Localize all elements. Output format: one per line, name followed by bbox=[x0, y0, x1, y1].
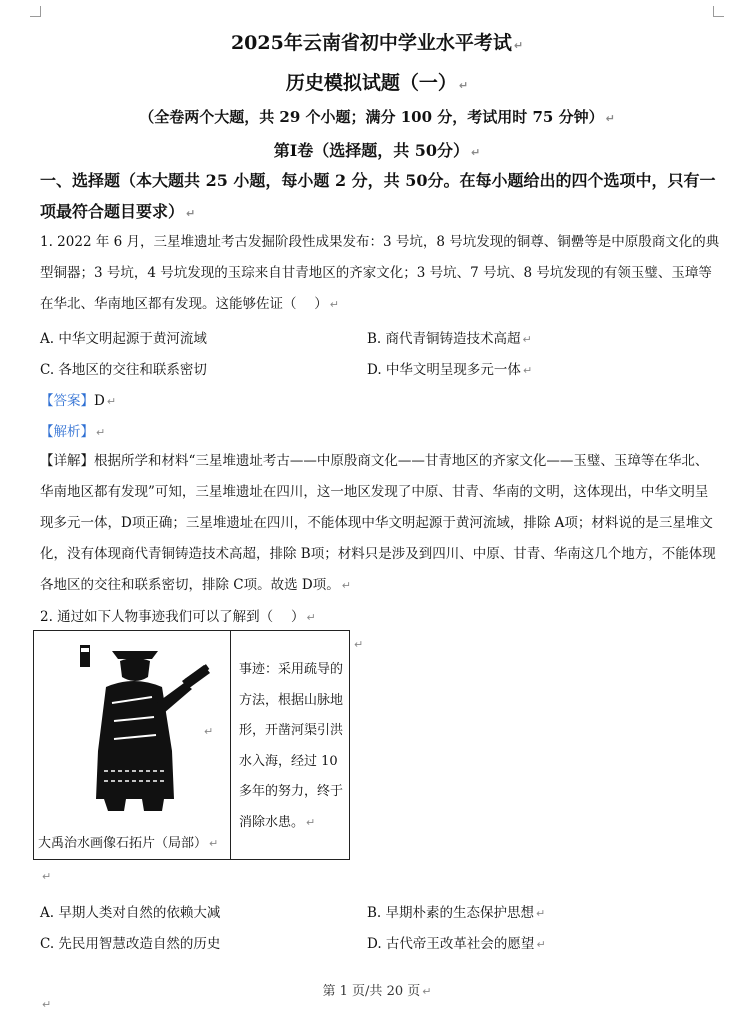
paragraph-mark-icon: ↵ bbox=[209, 837, 219, 850]
paragraph-mark-icon: ↵ bbox=[354, 638, 364, 651]
q2-option-c: C. 先民用智慧改造自然的历史 bbox=[40, 936, 221, 952]
paragraph-mark-icon: ↵ bbox=[42, 870, 52, 883]
q1-option-a: A. 中华文明起源于黄河流域 bbox=[40, 331, 207, 347]
q1-analysis-tag: 【解析】 ↵ bbox=[40, 424, 106, 440]
figure-caption: 大禹治水画像石拓片（局部） ↵ bbox=[38, 836, 219, 851]
figure-deeds-text: 事迹：采用疏导的方法，根据山脉地形，开凿河渠引洪水入海，经过 10 多年的努力，终于消除水患。 ↵ bbox=[239, 662, 344, 830]
section-title: 一、选择题（本大题共 25 小题，每小题 2 分，共 50分。在每小题给出的四个选项中，只有一项最符合题目要求） ↵ bbox=[40, 171, 716, 221]
exam-title: 2025年云南省初中学业水平考试 ↵ bbox=[230, 32, 524, 54]
q1-option-d: D. 中华文明呈现多元一体 ↵ bbox=[367, 362, 533, 378]
paragraph-mark-icon: ↵ bbox=[306, 815, 316, 829]
paragraph-mark-icon: ↵ bbox=[329, 298, 340, 311]
paragraph-mark-icon: ↵ bbox=[513, 39, 524, 52]
q2-option-a: A. 早期人类对自然的依赖大减 bbox=[40, 905, 221, 921]
paragraph-mark-icon: ↵ bbox=[42, 998, 52, 1011]
yu-taming-flood-rubbing-image bbox=[34, 631, 230, 821]
paragraph-mark-icon: ↵ bbox=[522, 333, 532, 346]
paragraph-mark-icon: ↵ bbox=[536, 938, 546, 951]
paragraph-mark-icon: ↵ bbox=[458, 79, 469, 92]
q1-answer: 【答案】D ↵ bbox=[40, 393, 117, 409]
paragraph-mark-icon: ↵ bbox=[422, 985, 432, 998]
question-1-stem: 1. 2022 年 6 月，三星堆遗址考古发掘阶段性成果发布：3 号坑，8 号坑发现的铜尊、铜罍等是中原殷商文化的典型铜器；3 号坑，4 号坑发现的玉琮来自甘青地区的齐家文化；3 号坑、7 号坑、8 号坑发现的有领玉璧、玉璋等在华北、华南地区都有发现。这能够佐证（ ） ↵ bbox=[40, 234, 720, 312]
paragraph-mark-icon: ↵ bbox=[522, 364, 533, 377]
figure-text-cell bbox=[231, 631, 349, 859]
q1-detail: 【详解】根据所学和材料“三星堆遗址考古——中原殷商文化——甘青地区的齐家文化——玉璧、玉璋等在华北、华南地区都有发现”可知，三星堆遗址在四川，这一地区发现了中原、甘青、华南的文明，这体现出，中华文明呈现多元一体，D项正确；三星堆遗址在四川，不能体现中华文明起源于黄河流域，排除 A项；材料说的是三星堆文化，没有体现商代青铜铸造技术高超，排除 B项；材料只是涉及到四川、中原、甘青、华南这几个地方，不能体现各地区的交往和联系密切，排除 C项。故选 D项。 ↵ bbox=[40, 453, 716, 593]
figure-image-cell bbox=[34, 631, 231, 859]
paragraph-mark-icon: ↵ bbox=[605, 112, 615, 125]
paragraph-mark-icon: ↵ bbox=[106, 395, 117, 408]
exam-subtitle: 历史模拟试题（一） ↵ bbox=[285, 72, 469, 94]
exam-note: （全卷两个大题，共 29 个小题；满分 100 分，考试用时 75 分钟） ↵ bbox=[139, 108, 615, 126]
q2-figure-table bbox=[33, 630, 350, 860]
q1-option-c: C. 各地区的交往和联系密切 bbox=[40, 362, 207, 378]
paragraph-mark-icon: ↵ bbox=[186, 207, 196, 220]
paragraph-mark-icon: ↵ bbox=[341, 579, 351, 592]
volume-title: 第Ⅰ卷（选择题，共 50分） ↵ bbox=[273, 141, 481, 160]
paragraph-mark-icon: ↵ bbox=[96, 426, 106, 439]
q2-option-b: B. 早期朴素的生态保护思想 ↵ bbox=[367, 905, 546, 921]
q1-option-b: B. 商代青铜铸造技术高超 ↵ bbox=[367, 331, 532, 347]
svg-text:↵: ↵ bbox=[204, 725, 214, 738]
question-2-stem: 2. 通过如下人物事迹我们可以了解到（ ） ↵ bbox=[40, 609, 316, 625]
q2-option-d: D. 古代帝王改革社会的愿望 ↵ bbox=[367, 936, 546, 952]
page-footer: 第 1 页/共 20 页 ↵ bbox=[322, 984, 432, 999]
paragraph-mark-icon: ↵ bbox=[471, 146, 481, 159]
paragraph-mark-icon: ↵ bbox=[306, 611, 316, 624]
paragraph-mark-icon: ↵ bbox=[536, 907, 546, 920]
crop-mark-icon bbox=[713, 6, 724, 17]
crop-mark-icon bbox=[30, 6, 41, 17]
